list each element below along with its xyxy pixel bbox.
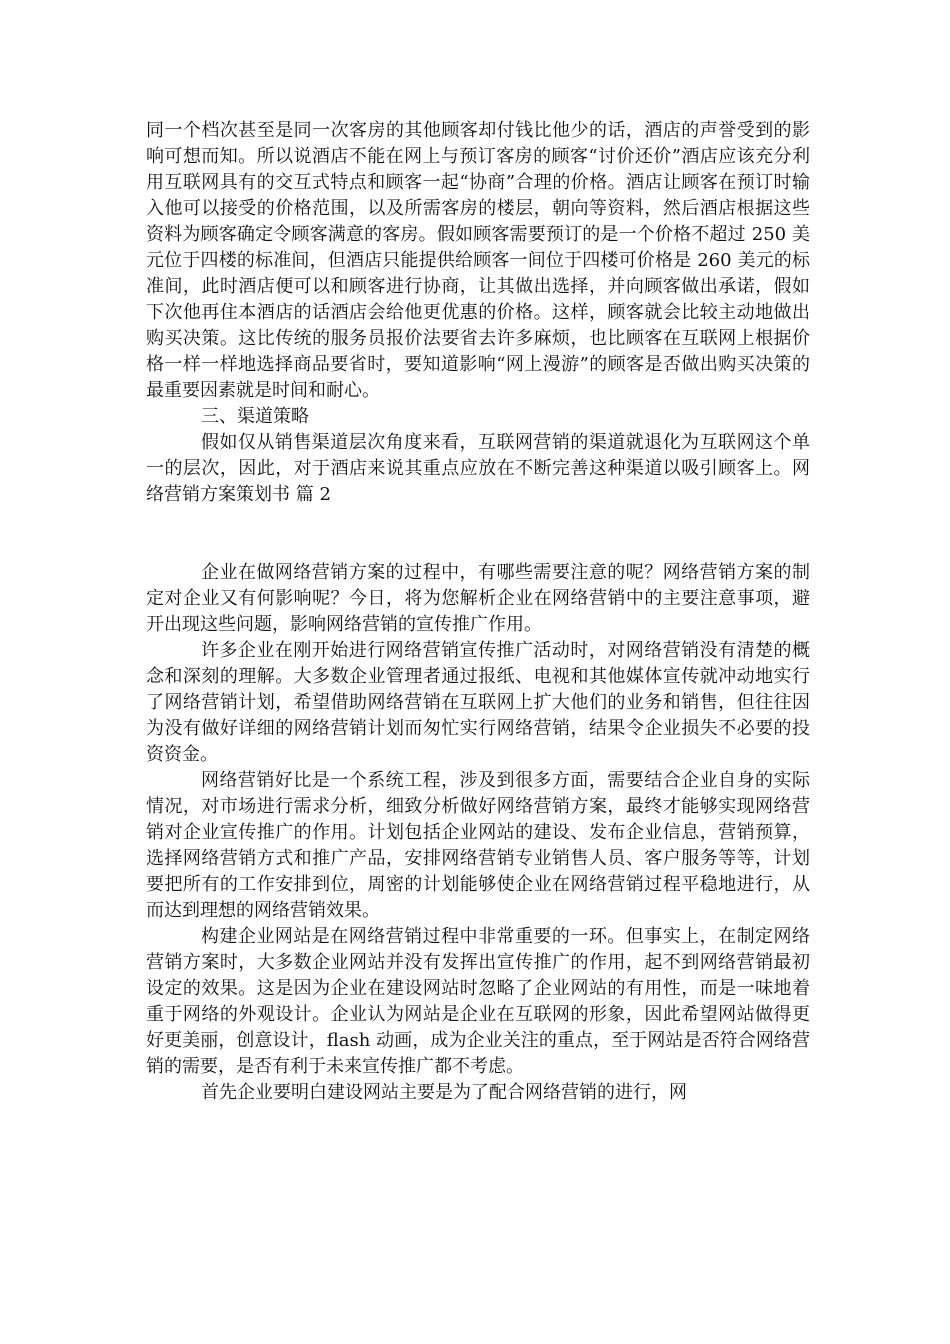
paragraph-intro-notes: 企业在做网络营销方案的过程中，有哪些需要注意的呢？网络营销方案的制定对企业又有何影响呢？今日，将为您解析企业在网络营销中的主要注意事项，避开出现这些问题，影响网络营销的宣传推广作用。 <box>146 562 810 635</box>
section-gap <box>146 508 810 560</box>
document-page <box>146 118 810 1106</box>
paragraph-website-purpose: 首先企业要明白建设网站主要是为了配合网络营销的进行，网 <box>201 1082 687 1103</box>
section-heading-channel-strategy: 三、渠道策略 <box>201 406 309 427</box>
paragraph-system-engineering: 网络营销好比是一个系统工程，涉及到很多方面，需要结合企业自身的实际情况，对市场进行需求分析，细致分析做好网络营销方案，最终才能够实现网络营销对企业宣传推广的作用。计划包括企业网站的建设、发布企业信息，营销预算，选择网络营销方式和推广产品，安排网络营销专业销售人员、客户服务等等，计划要把所有的工作安排到位，周密的计划能够使企业在网络营销过程平稳地进行，从而达到理想的网络营销效果。 <box>146 770 810 921</box>
paragraph-planning-problem: 许多企业在刚开始进行网络营销宣传推广活动时，对网络营销没有清楚的概念和深刻的理解。大多数企业管理者通过报纸、电视和其他媒体宣传就冲动地实行了网络营销计划，希望借助网络营销在互联网上扩大他们的业务和销售，但往往因为没有做好详细的网络营销计划而匆忙实行网络营销，结果令企业损失不必要的投资资金。 <box>146 640 810 765</box>
paragraph-website-building: 构建企业网站是在网络营销过程中非常重要的一环。但事实上，在制定网络营销方案时，大多数企业网站并没有发挥出宣传推广的作用，起不到网络营销最初设定的效果。这是因为企业在建设网站时忽略了企业网站的有用性，而是一味地着重于网络的外观设计。企业认为网站是企业在互联网的形象，因此希望网站做得更好更美丽，创意设计，flash 动画，成为企业关注的重点，至于网站是否符合网络营销的需要，是否有利于未来宣传推广都不考虑。 <box>146 926 810 1077</box>
paragraph-channel-strategy: 假如仅从销售渠道层次角度来看，互联网营销的渠道就退化为互联网这个单一的层次，因此，对于酒店来说其重点应放在不断完善这种渠道以吸引顾客上。网络营销方案策划书 篇 2 <box>146 432 810 505</box>
paragraph-hotel-pricing: 同一个档次甚至是同一次客房的其他顾客却付钱比他少的话，酒店的声誉受到的影响可想而知。所以说酒店不能在网上与预订客房的顾客“讨价还价”酒店应该充分利用互联网具有的交互式特点和顾客一起“协商”合理的价格。酒店让顾客在预订时输入他可以接受的价格范围，以及所需客房的楼层，朝向等资料，然后酒店根据这些资料为顾客确定令顾客满意的客房。假如顾客需要预订的是一个价格不超过 250 美元位于四楼的标准间，但酒店只能提供给顾客一间位于四楼可价格是 260 美元的标准间，此时酒店便可以和顾客进行协商，让其做出选择，并向顾客做出承诺，假如下次他再住本酒店的话酒店会给他更优惠的价格。这样，顾客就会比较主动地做出购买决策。这比传统的服务员报价法要省去许多麻烦，也比顾客在互联网上根据价格一样一样地选择商品要省时，要知道影响“网上漫游”的顾客是否做出购买决策的最重要因素就是时间和耐心。 <box>146 120 810 401</box>
